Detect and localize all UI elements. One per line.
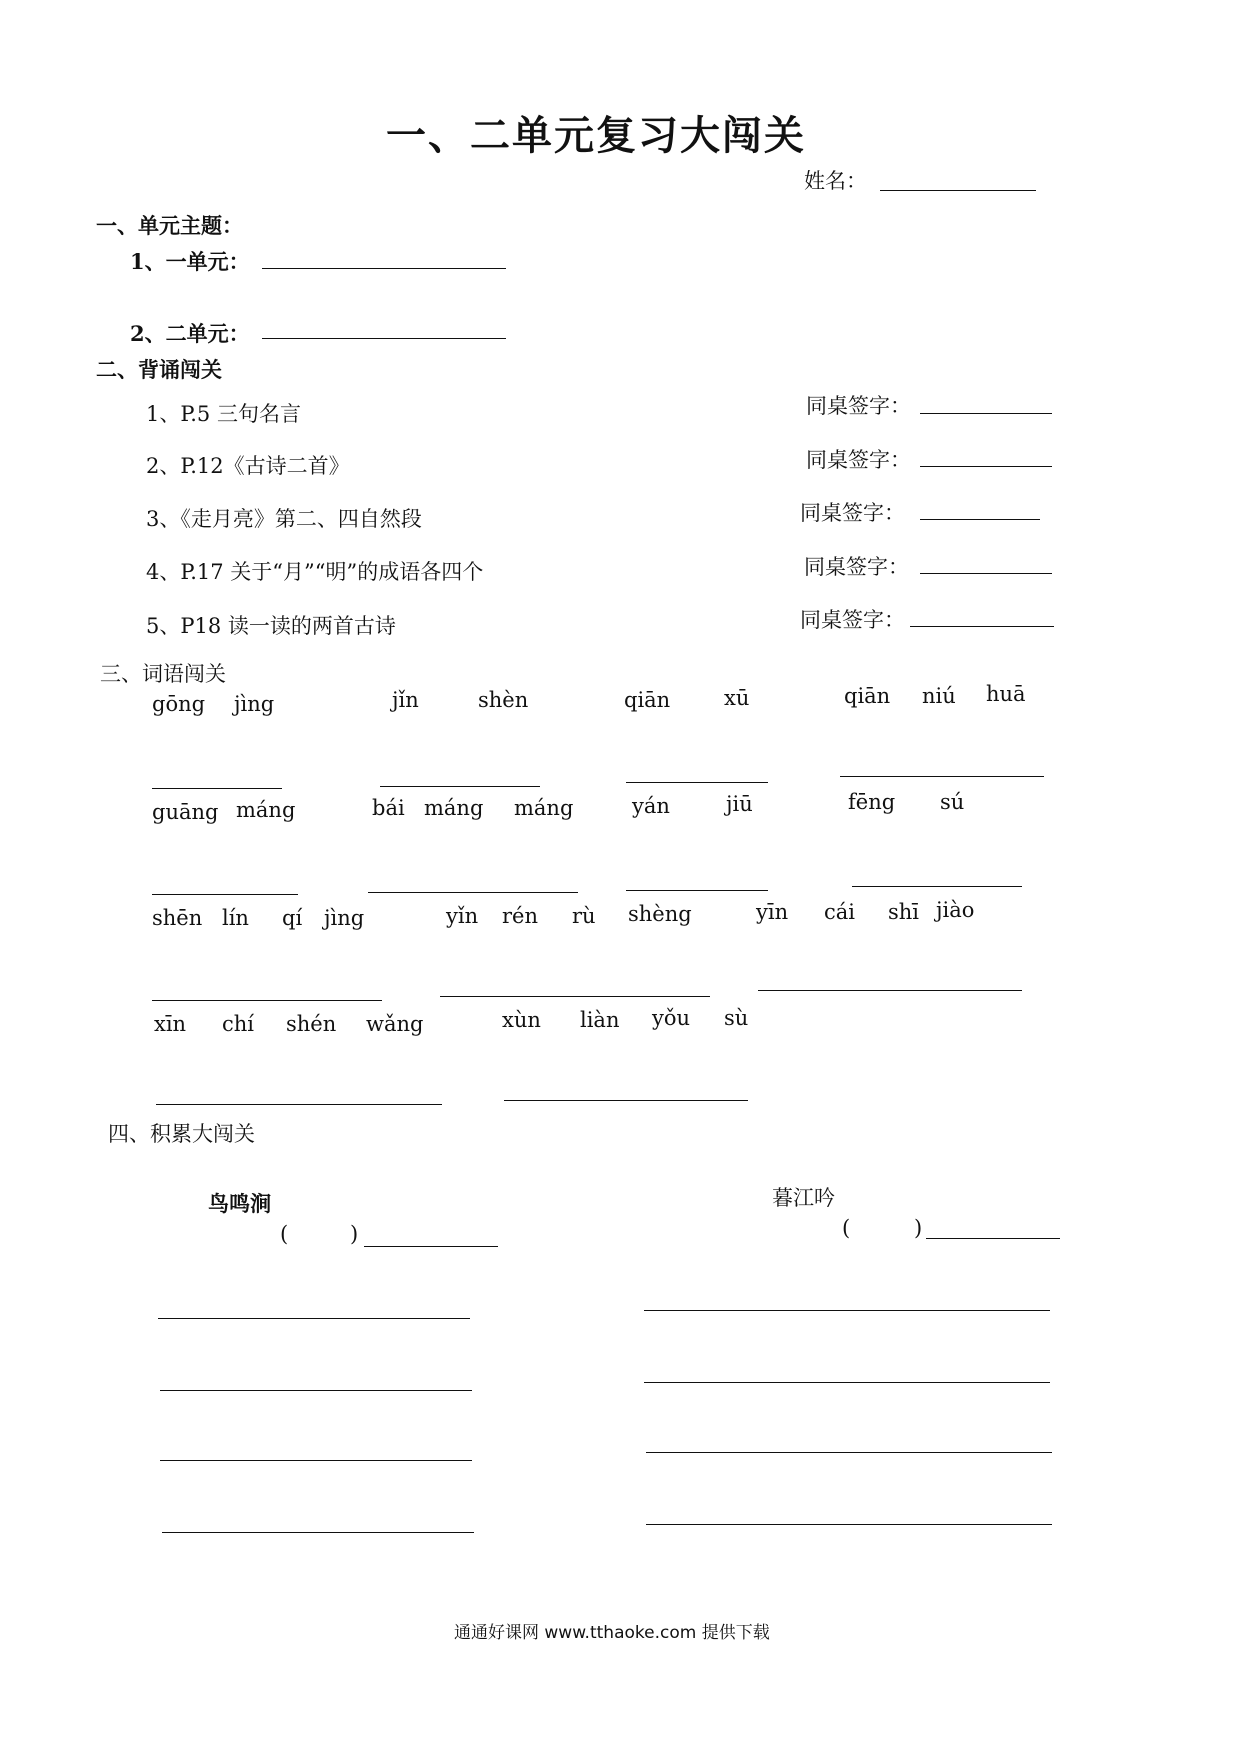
- word-answer-line[interactable]: [156, 1104, 442, 1105]
- word-answer-line[interactable]: [626, 890, 768, 891]
- poem-line-right[interactable]: [644, 1310, 1050, 1311]
- poem-line-right[interactable]: [646, 1524, 1052, 1525]
- pinyin-syllable: rén: [502, 904, 538, 928]
- pinyin-syllable: jìng: [234, 692, 275, 716]
- unit2-label: 2、二单元：: [130, 321, 250, 346]
- poem-line-right[interactable]: [644, 1382, 1050, 1383]
- recite-item-3: 3、《走月亮》第二、四自然段: [146, 507, 422, 531]
- sign-label-1: 同桌签字：: [806, 394, 911, 418]
- word-answer-line[interactable]: [152, 894, 298, 895]
- word-answer-line[interactable]: [626, 782, 768, 783]
- sign-line-4[interactable]: [920, 573, 1052, 574]
- pinyin-syllable: yīn: [756, 900, 789, 924]
- pinyin-syllable: yán: [632, 794, 670, 818]
- word-answer-line[interactable]: [152, 1000, 382, 1001]
- poem-title-right: 暮江吟: [772, 1186, 835, 1210]
- recite-item-4: 4、P.17 关于“月”“明”的成语各四个: [146, 560, 484, 584]
- name-label: 姓名：: [804, 169, 867, 193]
- pinyin-syllable: bái: [372, 796, 405, 820]
- sign-line-2[interactable]: [920, 466, 1052, 467]
- pinyin-syllable: cái: [824, 900, 855, 924]
- pinyin-syllable: yǐn: [446, 904, 479, 928]
- word-answer-line[interactable]: [504, 1100, 748, 1101]
- word-answer-line[interactable]: [152, 788, 282, 789]
- pinyin-syllable: liàn: [580, 1008, 620, 1032]
- pinyin-syllable: guāng: [152, 800, 219, 824]
- pinyin-syllable: shēn: [152, 906, 203, 930]
- poem-line-left[interactable]: [158, 1318, 470, 1319]
- name-field[interactable]: [880, 190, 1036, 191]
- word-answer-line[interactable]: [440, 996, 710, 997]
- pinyin-syllable: qiān: [624, 688, 671, 712]
- unit1-answer-line[interactable]: [262, 268, 506, 269]
- author-line-right[interactable]: [926, 1238, 1060, 1239]
- pinyin-syllable: xū: [724, 686, 750, 710]
- pinyin-syllable: jǐn: [392, 688, 419, 712]
- word-answer-line[interactable]: [368, 892, 578, 893]
- poem-line-right[interactable]: [646, 1452, 1052, 1453]
- pinyin-syllable: xùn: [502, 1008, 541, 1032]
- sign-line-3[interactable]: [920, 519, 1040, 520]
- word-answer-line[interactable]: [758, 990, 1022, 991]
- sign-label-2: 同桌签字：: [806, 448, 911, 472]
- pinyin-syllable: shén: [286, 1012, 337, 1036]
- pinyin-syllable: yǒu: [652, 1006, 691, 1030]
- unit1-label: 1、一单元：: [130, 249, 250, 274]
- word-answer-line[interactable]: [380, 786, 540, 787]
- poem-line-left[interactable]: [162, 1532, 474, 1533]
- author-paren-open-right: (: [842, 1216, 851, 1240]
- page-title: 一、二单元复习大闯关: [386, 112, 806, 159]
- pinyin-syllable: shèn: [478, 688, 529, 712]
- pinyin-syllable: fēng: [848, 790, 896, 814]
- sign-line-1[interactable]: [920, 413, 1052, 414]
- pinyin-syllable: máng: [424, 796, 484, 820]
- pinyin-syllable: rù: [572, 904, 596, 928]
- pinyin-syllable: sú: [940, 790, 965, 814]
- pinyin-syllable: wǎng: [366, 1012, 424, 1036]
- poem-title-left: 鸟鸣涧: [208, 1191, 271, 1216]
- pinyin-syllable: sù: [724, 1006, 749, 1030]
- section1-heading: 一、单元主题：: [96, 213, 243, 238]
- sign-line-5[interactable]: [910, 626, 1054, 627]
- poem-line-left[interactable]: [160, 1460, 472, 1461]
- pinyin-syllable: máng: [236, 798, 296, 822]
- recite-item-1: 1、P.5 三句名言: [146, 402, 301, 426]
- sign-label-4: 同桌签字：: [804, 555, 909, 579]
- pinyin-syllable: jiū: [726, 792, 753, 816]
- author-paren-close-right: ): [914, 1216, 923, 1240]
- author-line-left[interactable]: [364, 1246, 498, 1247]
- section3-heading: 三、词语闯关: [100, 662, 226, 686]
- pinyin-syllable: chí: [222, 1012, 255, 1036]
- pinyin-syllable: máng: [514, 796, 574, 820]
- word-answer-line[interactable]: [852, 886, 1022, 887]
- pinyin-syllable: niú: [922, 684, 956, 708]
- unit2-answer-line[interactable]: [262, 338, 506, 339]
- pinyin-syllable: xīn: [154, 1012, 187, 1036]
- pinyin-syllable: huā: [986, 682, 1026, 706]
- pinyin-syllable: jiào: [936, 898, 975, 922]
- footer-source: 通通好课网 www.tthaoke.com 提供下载: [454, 1623, 770, 1643]
- pinyin-syllable: jìng: [324, 906, 365, 930]
- sign-label-5: 同桌签字：: [800, 608, 905, 632]
- author-paren-open-left: (: [280, 1222, 289, 1246]
- pinyin-syllable: lín: [222, 906, 249, 930]
- poem-line-left[interactable]: [160, 1390, 472, 1391]
- sign-label-3: 同桌签字：: [800, 501, 905, 525]
- section2-heading: 二、背诵闯关: [96, 357, 222, 382]
- pinyin-syllable: shī: [888, 900, 920, 924]
- pinyin-syllable: qiān: [844, 684, 891, 708]
- pinyin-syllable: qí: [282, 906, 303, 930]
- pinyin-syllable: gōng: [152, 692, 206, 716]
- author-paren-close-left: ): [350, 1222, 359, 1246]
- section4-heading: 四、积累大闯关: [108, 1122, 255, 1146]
- word-answer-line[interactable]: [840, 776, 1044, 777]
- pinyin-syllable: shèng: [628, 902, 692, 926]
- recite-item-2: 2、P.12《古诗二首》: [146, 454, 350, 478]
- recite-item-5: 5、P18 读一读的两首古诗: [146, 614, 396, 638]
